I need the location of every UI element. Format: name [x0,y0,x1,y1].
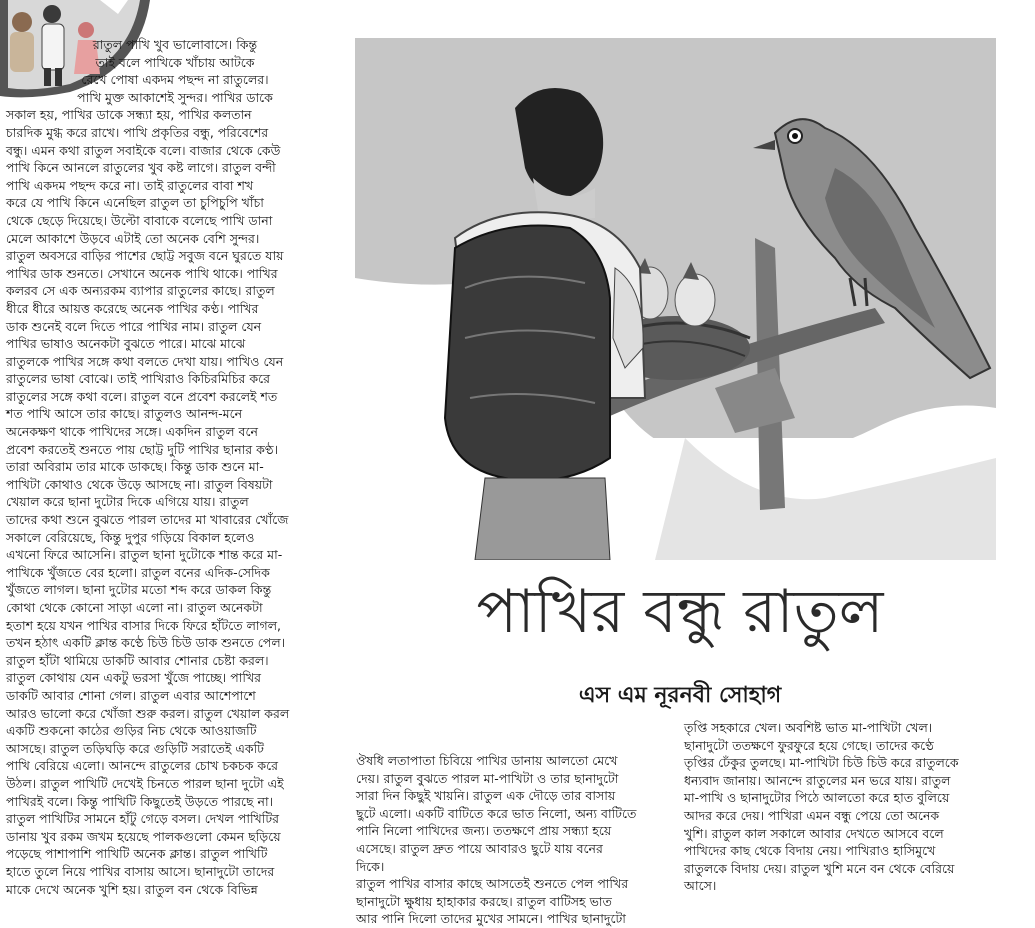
text-line: ডানায় খুব রকম জখম হয়েছে পালকগুলো কেমন ছড়িয়ে [6,828,281,844]
text-line: চারদিক মুগ্ধ করে রাখে। পাখি প্রকৃতির বন্ধু, পরিবেশের [6,124,269,140]
text-line: রাতুলের সঙ্গে কথা বলে। রাতুল বনে প্রবেশ করলেই শত [6,388,278,404]
text-line: আসছে। রাতুল তড়িঘড়ি করে গুড়িটি সরাতেই একটি [6,740,264,756]
text-line: আদর করে দেয়। পাখিরা এমন বন্ধু পেয়ে তো অনেক [684,807,940,823]
text-line: রাতুল পাখিটির সামনে হাঁটু গেড়ে বসল। দেখল পাখিটির [6,811,280,827]
text-line: শত পাখি আসে তার কাছে। রাতুলও আনন্দ-মনে [6,406,243,422]
text-line: আসে। [684,878,717,894]
text-line: দেয়। রাতুল বুঝতে পারল মা-পাখিটা ও তার ছানাদুটো [356,770,619,786]
text-line: তাদের কথা শুনে বুঝতে পারল তাদের মা খাবারের খোঁজে [6,512,289,528]
text-line: তৃপ্তির ঢেঁকুর তুলছে। মা-পাখিটা চিউ চিউ করে রাতুলকে [684,755,959,771]
text-line: আর পানি দিলো তাদের মুখের সামনে। পাখির ছানাদুটো [356,911,626,927]
text-line: রাতুলের ভাষা বোঝে। তাই পাখিরাও কিচিরমিচির করে [6,371,270,387]
text-line: হাতে তুলে নিয়ে পাখির বাসায় আসে। ছানাদুটো তাদের [6,863,275,879]
text-line: তারা অবিরাম তার মাকে ডাকছে। কিন্তু ডাক শুনে মা- [6,459,264,475]
text-line: রাতুল কোথায় যেন একটু ভরসা খুঁজে পাচ্ছে। পাখির [6,670,262,686]
text-line: রাতুলকে বিদায় দেয়। রাতুল খুশি মনে বন থেকে বেরিয়ে [684,860,955,876]
text-line: তখন হঠাৎ একটি ক্লান্ত কণ্ঠে চিউ চিউ ডাক শুনতে পেল। [6,635,286,651]
text-line: রাতুলকে পাখির সঙ্গে কথা বলতে দেখা যায়। পাখিও যেন [6,353,284,369]
text-line: সারা দিন কিছুই খায়নি। রাতুল এক দৌড়ে তার বাসায় [356,788,616,804]
story-column-1 [6,36,344,898]
author-name: এস এম নূরনবী সোহাগ [578,683,782,708]
text-line: কলরব সে এক অন্যরকম ব্যাপার রাতুলের কাছে। রাতুল [6,283,275,299]
text-line: ডাকটি আবার শোনা গেল। রাতুল এবার আশেপাশে [6,687,256,703]
text-line: একটি শুকনো কাঠের গুড়ির নিচ থেকে আওয়াজটি [6,723,257,739]
text-line: পাখির ভাষাও অনেকটা বুঝতে পারে। মাঝে মাঝে [6,336,246,352]
text-line: পাখির ডাক শুনতে। সেখানে অনেক পাখি থাকে। পাখির [6,265,278,281]
text-line: উঠল। রাতুল পাখিটি দেখেই চিনতে পারল ছানা দুটো এই [6,775,284,791]
text-line: হতাশ হয়ে যখন পাখির বাসার দিকে ফিরে হাঁটতে লাগল, [6,617,282,633]
text-line: কোথা থেকে কোনো সাড়া এলো না। রাতুল অনেকটা [6,600,263,615]
text-line: পাখিদের কাছ থেকে বিদায় নেয়। পাখিরাও হাসিমুখে [684,843,936,859]
text-line: রাতুল পাখির বাসার কাছে আসতেই শুনতে পেল পাখির [356,876,629,892]
story-column-3 [684,719,1024,895]
text-line: পানি নিলো পাখিদের জন্য। ততক্ষণে প্রায় সন্ধ্যা হয়ে [356,823,612,839]
text-line: ঔষধি লতাপাতা চিবিয়ে পাখির ডানায় আলতো মেখে [356,753,618,768]
text-line: ছুটে এলো। একটি বাটিতে করে ভাত নিলো, অন্য বাটিতে [356,805,637,821]
text-line: ছানাদুটো ক্ষুধায় হাহাকার করছে। রাতুল বাটিসহ ভাত [356,893,612,909]
text-line: রাতুল হাঁটা থামিয়ে ডাকটি আবার শোনার চেষ্টা করল। [6,652,269,668]
text-line: পাখিরই বলে। কিন্তু পাখিটি কিছুতেই উড়তে পারছে না। [6,793,274,809]
text-line: অনেকক্ষণ থাকে পাখিদের সঙ্গে। একদিন রাতুল বনে [6,424,258,440]
text-line: পাখি কিনে আনলে রাতুলের খুব কষ্ট লাগে। রাতুল বন্দী [6,160,276,176]
text-line: তাই বলে পাখিকে খাঁচায় আটকে [95,54,255,70]
text-line: এসেছে। রাতুল দ্রুত পায়ে আবারও ছুটে যায় বনের [356,840,603,856]
text-line: রাতুল পাখি খুব ভালোবাসে। কিন্তু [92,37,258,52]
text-line: আরও ভালো করে খোঁজা শুরু করল। রাতুল খেয়াল করল [6,705,290,721]
text-line: খেয়াল করে ছানা দুটোর দিকে এগিয়ে যায়। রাতুল [6,494,249,510]
story-title: পাখির বন্ধু রাতুল [476,577,884,647]
text-line: খুশি। রাতুল কাল সকালে আবার দেখতে আসবে বলে [684,825,944,841]
text-line: পাখিটা কোথাও থেকে উড়ে আসছে না। রাতুল বিষয়টা [6,476,273,492]
text-line: করে যে পাখি কিনে এনেছিল রাতুল তা চুপিচুপি খাঁচা [6,195,264,211]
text-line: মেলে আকাশে উড়বে এটাই তো অনেক বেশি সুন্দর। [6,230,260,246]
text-line: ধন্যবাদ জানায়। আনন্দে রাতুলের মন ভরে যায়। রাতুল [684,772,951,788]
story-illustration [355,38,996,560]
text-line: মাকে দেখে অনেক খুশি হয়। রাতুল বন থেকে বিভিন্ন [6,881,258,897]
text-line: পাখি একদম পছন্দ করে না। তাই রাতুলের বাবা শখ [6,177,254,193]
text-line: সকালে বেরিয়েছে, কিন্তু দুপুর গড়িয়ে বিকাল হলেও [6,529,255,545]
text-line: পাখিকে খুঁজতে বের হলো। রাতুল বনের এদিক-সেদিক [6,564,270,580]
text-line: সকাল হয়, পাখির ডাকে সন্ধ্যা হয়, পাখির কলতান [6,107,252,123]
text-line: থেকে ছেড়ে দিয়েছে। উল্টো বাবাকে বলেছে পাখি ডানা [6,212,273,228]
text-line: ছানাদুটো ততক্ষণে ফুরফুরে হয়ে গেছে। তাদের কণ্ঠে [684,737,934,753]
text-line: মা-পাখি ও ছানাদুটোর পিঠে আলতো করে হাত বুলিয়ে [684,790,950,806]
text-line: খুঁজতে লাগল। ছানা দুটোর মতো শব্দ করে ডাকল কিন্তু [6,582,272,598]
text-line: তৃপ্তি সহকারে খেল। অবশিষ্ট ভাত মা-পাখিটা খেল। [684,720,933,735]
text-line: পাখি বেরিয়ে এলো। আনন্দে রাতুলের চোখ চকচক করে [6,758,278,774]
text-line: এখনো ফিরে আসেনি। রাতুল ছানা দুটোকে শান্ত করে মা- [6,547,283,563]
text-line: বন্ধু। এমন কথা রাতুল সবাইকে বলে। বাজার থেকে কেউ [6,142,281,158]
text-line: পড়েছে পাশাপাশি পাখিটি অনেক ক্লান্ত। রাতুল পাখিটি [6,846,268,862]
text-line: দিকে। [356,858,385,874]
text-line: ধীরে ধীরে আয়ত্ত করেছে অনেক পাখির কণ্ঠ। পাখির [6,300,259,316]
story-column-2 [356,752,672,928]
text-line: রাতুল অবসরে বাড়ির পাশের ছোট্ট সবুজ বনে ঘুরতে যায় [6,248,284,264]
text-line: ডাক শুনেই বলে দিতে পারে পাখির নাম। রাতুল যেন [6,318,262,334]
text-line: প্রবেশ করতেই শুনতে পায় ছোট্ট দুটি পাখির ছানার কণ্ঠ। [6,441,279,457]
text-line: পাখি মুক্ত আকাশেই সুন্দর। পাখির ডাকে [77,89,273,105]
text-line: রেখে পোষা একদম পছন্দ না রাতুলের। [81,72,269,88]
